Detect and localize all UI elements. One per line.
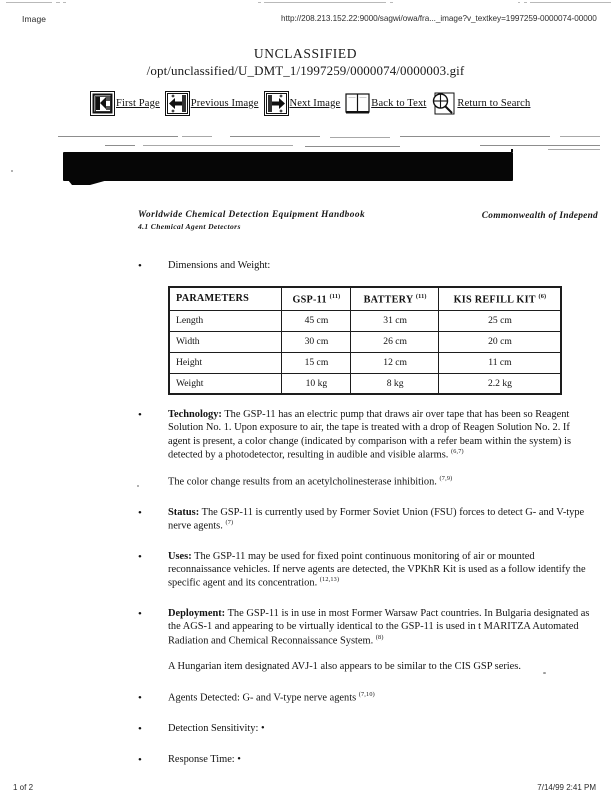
bullet-detection-sensitivity — [138, 722, 593, 736]
table-column-header — [351, 287, 439, 310]
bullet-technology — [138, 408, 593, 462]
cell-battery: 31 cm — [351, 310, 439, 331]
redaction-bar-tail — [68, 180, 108, 185]
nav-link-next-image[interactable] — [264, 91, 341, 116]
cell-gsp11: 30 cm — [281, 331, 351, 352]
technology-citation: (6,7) — [450, 448, 464, 456]
detection-sensitivity-label: Detection Sensitivity: — [168, 722, 259, 734]
scanned-document-page — [0, 210, 611, 767]
detection-sensitivity-value: • — [260, 722, 265, 734]
status-text: The GSP-11 is currently used by Former Soviet Union (FSU) forces to detect G- and V-type nerve agents. — [168, 506, 585, 532]
page-url: http://208.213.152.22:9000/sagwi/owa/fra..._image?v_textkey=1997259-0000074-00000 — [281, 14, 597, 23]
uses-text: The GSP-11 may be used for fixed point continuous monitoring of air or mounted reconnaissance vehicles. If nerve agents are detected, the VPKhR Kit is used as a follow identify the specific agent and its concentration. — [168, 550, 586, 589]
redaction-bar — [63, 152, 513, 181]
col-superscript: (6) — [538, 292, 547, 300]
scan-artifact-top — [0, 2, 611, 5]
nav-link-first-page[interactable] — [90, 91, 160, 116]
color-change-text: The color change results from an acetylcholinesterase inhibition. — [168, 476, 437, 488]
bullet-marker: • — [138, 691, 142, 704]
table-row — [169, 310, 561, 331]
uses-label: Uses: — [168, 550, 192, 562]
file-path: /opt/unclassified/U_DMT_1/1997259/0000074/0000003.gif — [146, 63, 465, 78]
table-column-header — [438, 287, 561, 310]
document-running-header — [138, 210, 598, 242]
nav-link-label: Back to Text — [371, 98, 427, 109]
cell-kis: 11 cm — [438, 352, 561, 373]
cell-gsp11: 15 cm — [281, 352, 351, 373]
table-column-header — [169, 287, 281, 310]
print-timestamp: 7/14/99 2:41 PM — [537, 783, 596, 792]
bullet-marker: • — [138, 550, 142, 563]
bullet-uses — [138, 550, 593, 590]
cell-gsp11: 45 cm — [281, 310, 351, 331]
uses-citation: (12,13) — [319, 576, 340, 584]
technology-text: The GSP-11 has an electric pump that draws air over tape that has been so Reagent Solution No. 1. Upon exposure to air, the tape is treated with a drop of Reagen Solution No. 2. If agent is present, a color change (indicated by comparison with a refer beam within the system) is detected by a photodetector, resulting in audible and visible alarms. — [168, 409, 572, 461]
col-label-battery: BATTERY — [363, 294, 414, 306]
nav-link-label: First Page — [116, 98, 160, 109]
cell-parameter: Width — [169, 331, 281, 352]
handbook-section: 4.1 Chemical Agent Detectors — [138, 222, 241, 231]
bullet-marker: • — [138, 722, 142, 735]
deployment-citation: (8) — [375, 633, 384, 641]
table-row — [169, 352, 561, 373]
technology-label: Technology: — [168, 409, 222, 421]
agents-detected-label: Agents Detected: — [168, 692, 240, 704]
cell-gsp11: 10 kg — [281, 373, 351, 394]
image-navigation-bar — [90, 91, 535, 116]
handbook-title: Worldwide Chemical Detection Equipment Handbook — [138, 210, 366, 220]
deployment-text: The GSP-11 is in use in most Former Warsaw Pact countries. In Bulgaria designated as the AGS-1 and appearing to be virtually identical to the GSP-11 is used in t MARITZA Automated Radiation and Chemical Reconnaissance System. — [168, 608, 590, 647]
cell-battery: 26 cm — [351, 331, 439, 352]
col-label-parameters: PARAMETERS — [176, 293, 250, 305]
deployment-label: Deployment: — [168, 608, 226, 620]
page-indicator: 1 of 2 — [13, 783, 34, 792]
nav-link-return-to-search[interactable] — [431, 91, 530, 116]
magnifying-glass-icon — [431, 91, 456, 116]
cell-kis: 20 cm — [438, 331, 561, 352]
browser-header — [0, 14, 611, 32]
image-label: Image — [22, 14, 47, 24]
bullet-marker: • — [138, 608, 142, 621]
bullet-status — [138, 506, 593, 533]
bullet-marker: • — [138, 409, 142, 422]
nav-link-label: Previous Image — [190, 98, 259, 109]
handbook-organization: Commonwealth of Independ — [481, 211, 598, 221]
response-time-label: Response Time: — [168, 753, 235, 765]
table-row — [169, 373, 561, 394]
cell-parameter: Weight — [169, 373, 281, 394]
cell-battery: 8 kg — [351, 373, 439, 394]
cell-parameter: Length — [169, 310, 281, 331]
col-label-gsp11: GSP-11 — [292, 294, 327, 306]
cell-kis: 25 cm — [438, 310, 561, 331]
bullet-agents-detected — [138, 691, 593, 705]
nav-link-label: Return to Search — [457, 98, 531, 109]
col-superscript: (11) — [415, 292, 427, 300]
bullet-marker: • — [138, 260, 142, 272]
nav-link-previous-image[interactable] — [165, 91, 259, 116]
classification-banner: UNCLASSIFIED — [253, 46, 358, 61]
bullet-marker: • — [138, 753, 142, 766]
cell-parameter: Height — [169, 352, 281, 373]
illuminated-letter-first-page-icon — [90, 91, 115, 116]
illuminated-letter-previous-image-icon — [165, 91, 190, 116]
cell-battery: 12 cm — [351, 352, 439, 373]
illuminated-letter-next-image-icon — [264, 91, 289, 116]
agents-detected-citation: (7,10) — [358, 690, 375, 698]
table-column-header — [281, 287, 351, 310]
open-book-icon — [345, 91, 370, 116]
color-change-citation: (7,9) — [439, 474, 453, 482]
col-superscript: (11) — [329, 292, 341, 300]
agents-detected-text: G- and V-type nerve agents — [242, 692, 357, 704]
bullet-marker: • — [138, 506, 142, 519]
bullet-response-time — [138, 753, 593, 767]
bullet-deployment — [138, 607, 593, 647]
nav-link-back-to-text[interactable] — [345, 91, 426, 116]
bullet-heading-text: Dimensions and Weight: — [168, 260, 271, 271]
specifications-table-wrapper — [168, 286, 562, 395]
status-citation: (7) — [225, 518, 234, 526]
response-time-value: • — [237, 753, 241, 765]
nav-link-label: Next Image — [289, 98, 341, 109]
table-header-row — [169, 287, 561, 310]
color-change-note — [168, 475, 581, 489]
table-row — [169, 331, 561, 352]
cell-kis: 2.2 kg — [438, 373, 561, 394]
hungarian-item-note: A Hungarian item designated AVJ-1 also appears to be similar to the CIS GSP series. — [168, 661, 521, 673]
status-label: Status: — [168, 506, 200, 518]
col-label-kis-refill-kit: KIS REFILL KIT — [453, 294, 536, 306]
bullet-dimensions-and-weight — [138, 259, 593, 273]
specifications-table — [168, 286, 562, 395]
